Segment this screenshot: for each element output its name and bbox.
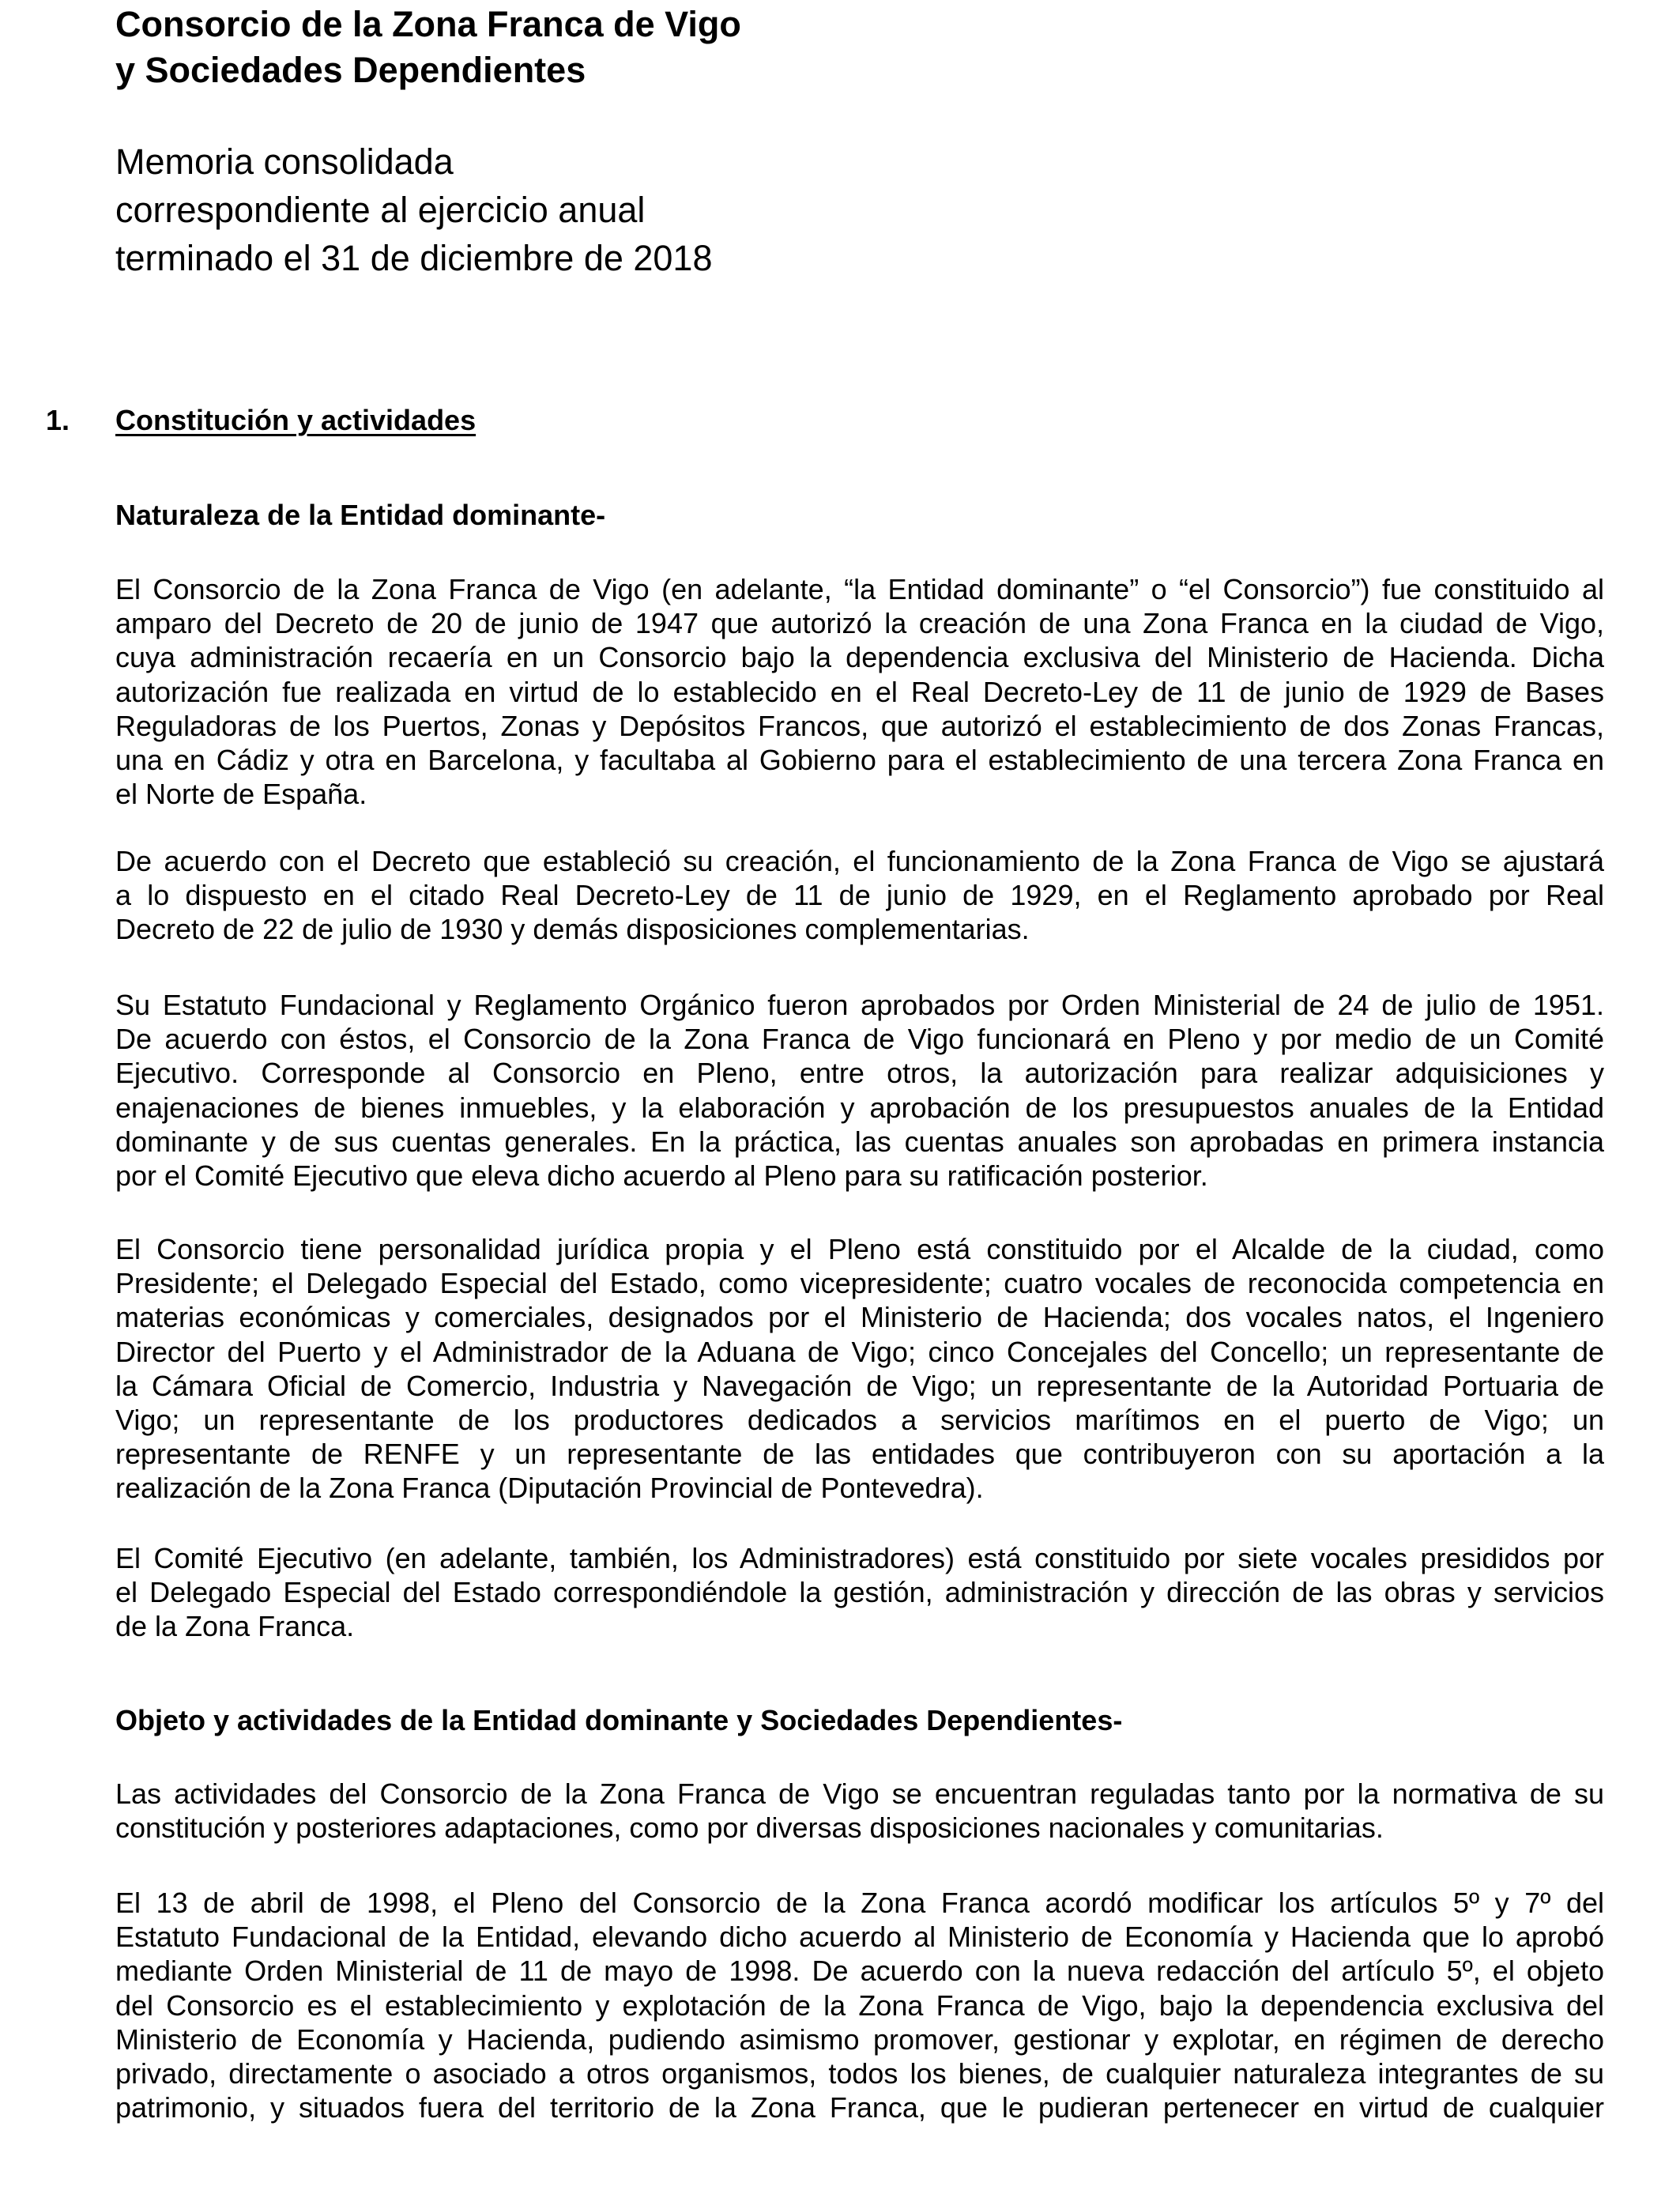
paragraph — [115, 1886, 1604, 2124]
paragraph-line: realización de la Zona Franca (Diputación Provincial de Pontevedra). — [115, 1472, 984, 1505]
paragraph-line: el Delegado Especial del Estado correspondiéndole la gestión, administración y dirección de las obras y servicios — [115, 1576, 1604, 1609]
paragraph-line: una en Cádiz y otra en Barcelona, y facultaba al Gobierno para el establecimiento de una tercera Zona Franca en — [115, 744, 1604, 777]
paragraph-line: cuya administración recaería en un Consorcio bajo la dependencia exclusiva del Ministerio de Hacienda. Dicha — [115, 641, 1604, 674]
paragraph — [115, 1777, 1604, 1845]
paragraph — [115, 844, 1604, 947]
paragraph-line: de la Zona Franca. — [115, 1610, 355, 1643]
paragraph-line: el Norte de España. — [115, 778, 367, 811]
document-title-line: y Sociedades Dependientes — [115, 50, 586, 90]
paragraph — [115, 988, 1604, 1193]
paragraph-line: dominante y de sus cuentas generales. En la práctica, las cuentas anuales son aprobadas en primera instancia — [115, 1125, 1604, 1158]
document-subtitle-line: Memoria consolidada — [115, 141, 454, 182]
document-title — [115, 2, 741, 93]
paragraph-line: autorización fue realizada en virtud de lo establecido en el Real Decreto-Ley de 11 de junio de 1929 de Bases — [115, 675, 1604, 708]
paragraph — [115, 572, 1604, 811]
paragraph-line: enajenaciones de bienes inmuebles, y la elaboración y aprobación de los presupuestos anuales de la Entidad — [115, 1091, 1604, 1124]
paragraph-line: Presidente; el Delegado Especial del Estado, como vicepresidente; cuatro vocales de reconocida competencia en — [115, 1267, 1604, 1300]
paragraph-line: Ministerio de Economía y Hacienda, pudiendo asimismo promover, gestionar y explotar, en régimen de derecho — [115, 2022, 1604, 2056]
paragraph-line: del Consorcio es el establecimiento y explotación de la Zona Franca de Vigo, bajo la dependencia exclusiva del — [115, 1989, 1604, 2022]
paragraph-line: El Comité Ejecutivo (en adelante, también, los Administradores) está constituido por siete vocales presididos por — [115, 1542, 1604, 1574]
paragraph — [115, 1541, 1604, 1644]
paragraph — [115, 1232, 1604, 1506]
paragraph-line: amparo del Decreto de 20 de junio de 1947 que autorizó la creación de una Zona Franca en la ciudad de Vigo, — [115, 607, 1604, 640]
paragraph-line: Ejecutivo. Corresponde al Consorcio en Pleno, entre otros, la autorización para realizar adquisiciones y — [115, 1057, 1604, 1090]
paragraph-line: Estatuto Fundacional de la Entidad, elevando dicho acuerdo al Ministerio de Economía y Hacienda que lo aprobó — [115, 1921, 1604, 1954]
paragraph-line: Las actividades del Consorcio de la Zona Franca de Vigo se encuentran reguladas tanto por la normativa de su — [115, 1777, 1604, 1810]
section-heading — [46, 401, 476, 439]
paragraph-line: a lo dispuesto en el citado Real Decreto-Ley de 11 de junio de 1929, en el Reglamento aprobado por Real — [115, 879, 1604, 912]
paragraph-line: materias económicas y comerciales, designados por el Ministerio de Hacienda; dos vocales natos, el Ingeniero — [115, 1301, 1604, 1334]
paragraph-line: Reguladoras de los Puertos, Zonas y Depósitos Francos, que autorizó el establecimiento de dos Zonas Francas, — [115, 709, 1604, 742]
document-subtitle-line: terminado el 31 de diciembre de 2018 — [115, 238, 713, 278]
paragraph-line: la Cámara Oficial de Comercio, Industria y Navegación de Vigo; un representante de la Autoridad Portuaria de — [115, 1369, 1604, 1402]
section-number: 1. — [46, 404, 70, 436]
paragraph-line: De acuerdo con éstos, el Consorcio de la Zona Franca de Vigo funcionará en Pleno y por medio de un Comité — [115, 1023, 1604, 1056]
paragraph-line: privado, directamente o asociado a otros organismos, todos los bienes, de cualquier naturaleza integrantes de su — [115, 2057, 1604, 2090]
paragraph-line: Decreto de 22 de julio de 1930 y demás disposiciones complementarias. — [115, 913, 1030, 946]
paragraph-line: El Consorcio tiene personalidad jurídica propia y el Pleno está constituido por el Alcalde de la ciudad, como — [115, 1233, 1604, 1265]
section-title: Constitución y actividades — [115, 404, 477, 436]
subheading-objeto: Objeto y actividades de la Entidad dominante y Sociedades Dependientes- — [115, 1704, 1123, 1736]
paragraph-line: El 13 de abril de 1998, el Pleno del Consorcio de la Zona Franca acordó modificar los artículos 5º y 7º del — [115, 1887, 1604, 1919]
paragraph-line: patrimonio, y situados fuera del territorio de la Zona Franca, que le pudieran pertenecer en virtud de cualquier — [115, 2091, 1604, 2124]
paragraph-line: De acuerdo con el Decreto que estableció su creación, el funcionamiento de la Zona Franca de Vigo se ajustará — [115, 845, 1604, 877]
document-title-line: Consorcio de la Zona Franca de Vigo — [115, 4, 741, 44]
document-subtitle-line: correspondiente al ejercicio anual — [115, 190, 646, 230]
paragraph-line: constitución y posteriores adaptaciones, como por diversas disposiciones nacionales y comunitarias. — [115, 1811, 1384, 1845]
paragraph-line: mediante Orden Ministerial de 11 de mayo de 1998. De acuerdo con la nueva redacción del artículo 5º, el objeto — [115, 1955, 1604, 1988]
paragraph-line: por el Comité Ejecutivo que eleva dicho acuerdo al Pleno para su ratificación posterior. — [115, 1159, 1208, 1193]
document-subtitle — [115, 138, 713, 282]
paragraph-line: Director del Puerto y el Administrador de la Aduana de Vigo; cinco Concejales del Concello; un representante de — [115, 1335, 1604, 1368]
subheading-naturaleza: Naturaleza de la Entidad dominante- — [115, 499, 606, 531]
paragraph-line: Vigo; un representante de los productores dedicados a servicios marítimos en el puerto de Vigo; un — [115, 1404, 1604, 1437]
paragraph-line: Su Estatuto Fundacional y Reglamento Orgánico fueron aprobados por Orden Ministerial de 24 de julio de 1951. — [115, 989, 1604, 1021]
paragraph-line: representante de RENFE y un representante de las entidades que contribuyeron con su aportación a la — [115, 1438, 1604, 1471]
paragraph-line: El Consorcio de la Zona Franca de Vigo (en adelante, “la Entidad dominante” o “el Consorcio”) fue constituido al — [115, 573, 1604, 605]
